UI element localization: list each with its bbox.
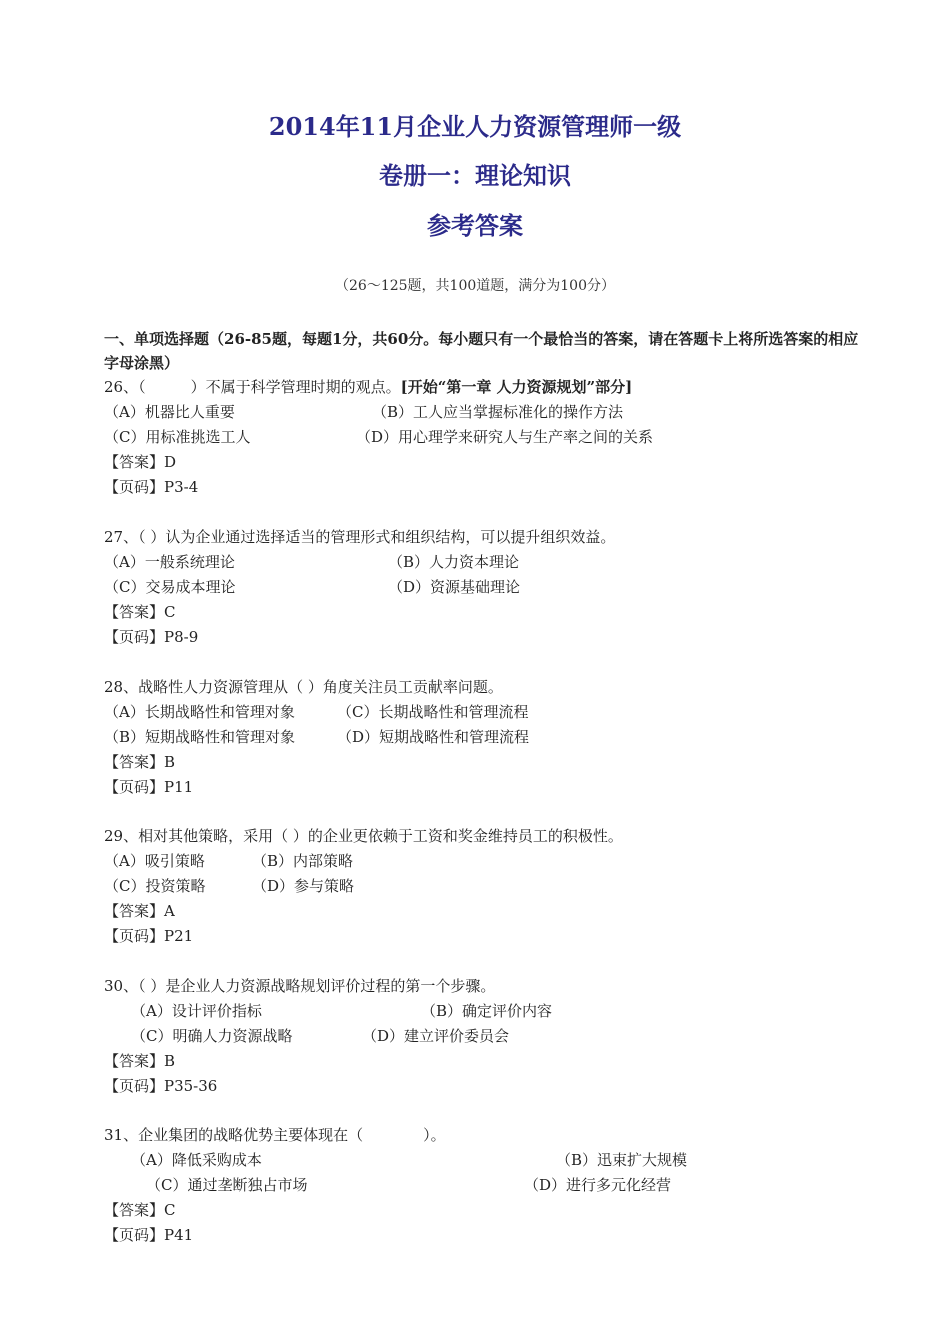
option-c: （C）通过垄断独占市场 [146,1176,308,1194]
option-a: （A）吸引策略 [104,852,205,870]
option-d: （D）建立评价委员会 [362,1027,510,1045]
option-c: （C）明确人力资源战略 [131,1027,293,1045]
option-b: （B）工人应当掌握标准化的操作方法 [372,403,624,421]
answer: 【答案】B [104,1052,176,1070]
answer: 【答案】B [104,753,176,771]
page-ref: 【页码】P3-4 [104,478,199,496]
question-stem: 29、相对其他策略，采用（ ）的企业更依赖于工资和奖金维持员工的积极性。 [104,827,623,845]
option-b: （B）确定评价内容 [421,1002,553,1020]
question-stem: 31、企业集团的战略优势主要体现在（ ）。 [104,1126,446,1144]
question-stem: 27、（ ）认为企业通过选择适当的管理形式和组织结构，可以提升组织效益。 [104,528,616,546]
option-c: （C）交易成本理论 [104,578,236,596]
option-c: （C）投资策略 [104,877,206,895]
chapter-marker: [开始“第一章 人力资源规划”部分] [400,378,633,396]
page-subtitle-volume: 卷册一：理论知识 [379,161,571,190]
option-c: （C）用标准挑选工人 [104,428,251,446]
page-ref: 【页码】P11 [104,778,194,796]
option-a: （A）设计评价指标 [131,1002,262,1020]
option-a: （A）长期战略性和管理对象 [104,703,295,721]
option-a: （A）降低采购成本 [131,1151,262,1169]
option-c: （B）短期战略性和管理对象 [104,728,296,746]
scope-note: （26～125题，共100道题，满分为100分） [335,278,615,294]
question-stem: 30、（ ）是企业人力资源战略规划评价过程的第一个步骤。 [104,977,496,995]
option-d: （D）资源基础理论 [388,578,521,596]
option-d: （D）用心理学来研究人与生产率之间的关系 [356,428,654,446]
page-title: 2014年11月企业人力资源管理师一级 [268,112,682,141]
option-d: （D）进行多元化经营 [524,1176,672,1194]
page-ref: 【页码】P21 [104,927,194,945]
page-ref: 【页码】P41 [104,1226,194,1244]
answer: 【答案】C [104,603,176,621]
option-b: （B）人力资本理论 [388,553,520,571]
question-stem: 26、（ ）不属于科学管理时期的观点。 [104,378,401,396]
page-ref: 【页码】P35-36 [104,1077,218,1095]
option-b: （C）长期战略性和管理流程 [337,703,529,721]
option-d: （D）短期战略性和管理流程 [337,728,530,746]
answer: 【答案】C [104,1201,176,1219]
option-b: （B）迅束扩大规模 [556,1151,688,1169]
page-subtitle-answers: 参考答案 [427,211,523,240]
option-a: （A）一般系统理论 [104,553,235,571]
section-heading: 一、单项选择题（26-85题，每题1分，共60分。每小题只有一个最恰当的答案，请在答题卡上将所选答案的相应字母涂黑） [104,330,859,372]
page-ref: 【页码】P8-9 [104,628,199,646]
option-d: （D）参与策略 [252,877,355,895]
answer: 【答案】D [104,453,177,471]
question-stem: 28、战略性人力资源管理从（ ）角度关注员工贡献率问题。 [104,678,503,696]
answer: 【答案】A [104,902,175,920]
option-b: （B）内部策略 [252,852,354,870]
option-a: （A）机器比人重要 [104,403,235,421]
